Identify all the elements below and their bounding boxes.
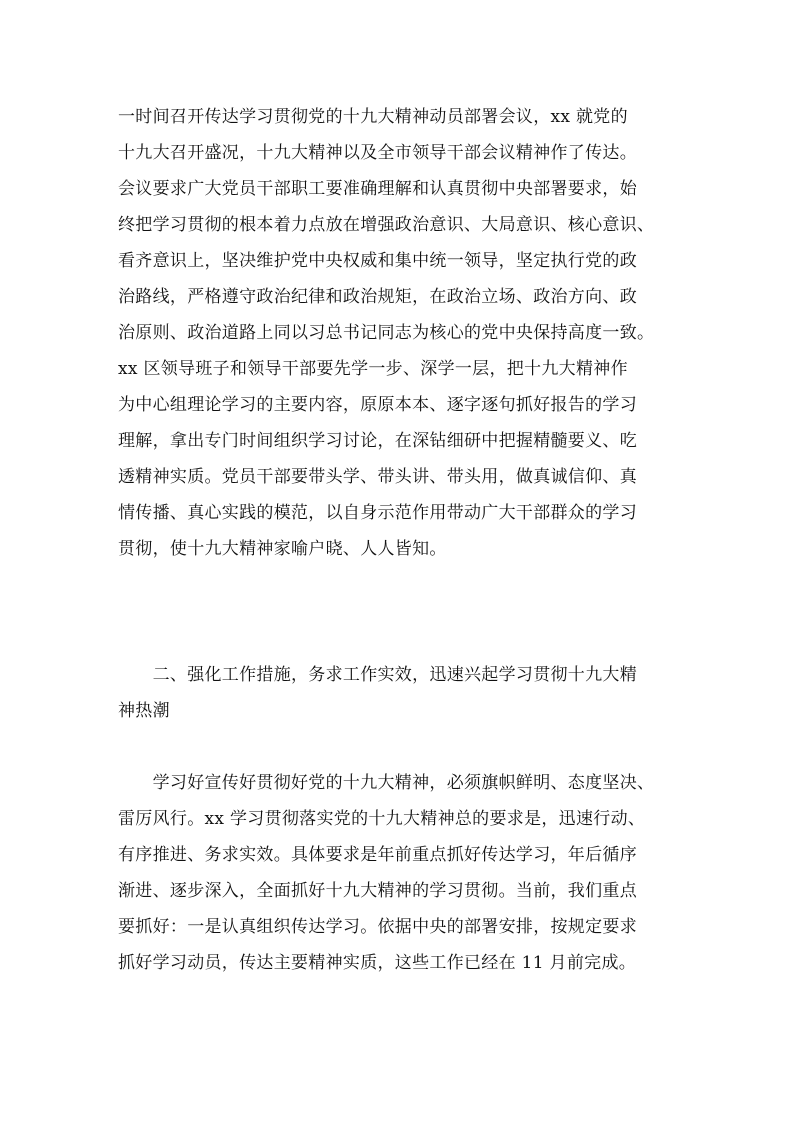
heading-line: 神热潮	[118, 701, 170, 721]
text-line: 治原则、政治道路上同以习总书记同志为核心的党中央保持高度一致。	[118, 323, 655, 343]
text-line: 理解，拿出专门时间组织学习讨论，在深钻细研中把握精髓要义、吃	[118, 431, 637, 451]
text-line: 有序推进、务求实效。具体要求是年前重点抓好传达学习，年后循序	[118, 845, 637, 865]
text-line: 十九大召开盛况，十九大精神以及全市领导干部会议精神作了传达。	[118, 143, 637, 163]
body-paragraph	[118, 99, 688, 567]
text-line: 透精神实质。党员干部要带头学、带头讲、带头用，做真诚信仰、真	[118, 467, 637, 487]
text-line: 看齐意识上，坚决维护党中央权威和集中统一领导，坚定执行党的政	[118, 251, 637, 271]
section-heading	[118, 657, 688, 729]
text-line: 雷厉风行。xx 学习贯彻落实党的十九大精神总的要求是，迅速行动、	[118, 809, 646, 829]
text-line: 情传播、真心实践的模范，以自身示范作用带动广大干部群众的学习	[118, 503, 637, 523]
heading-line: 二、强化工作措施，务求工作实效，迅速兴起学习贯彻十九大精	[118, 665, 637, 685]
text-line: 学习好宣传好贯彻好党的十九大精神，必须旗帜鲜明、态度坚决、	[118, 773, 655, 793]
text-line: 为中心组理论学习的主要内容，原原本本、逐字逐句抓好报告的学习	[118, 395, 637, 415]
text-line: xx 区领导班子和领导干部要先学一步、深学一层，把十九大精神作	[118, 359, 628, 379]
text-line: 终把学习贯彻的根本着力点放在增强政治意识、大局意识、核心意识、	[118, 215, 655, 235]
text-line: 渐进、逐步深入，全面抓好十九大精神的学习贯彻。当前，我们重点	[118, 881, 637, 901]
body-paragraph	[118, 765, 688, 981]
text-line: 要抓好：一是认真组织传达学习。依据中央的部署安排，按规定要求	[118, 917, 637, 937]
text-line: 会议要求广大党员干部职工要准确理解和认真贯彻中央部署要求，始	[118, 179, 637, 199]
text-line: 治路线，严格遵守政治纪律和政治规矩，在政治立场、政治方向、政	[118, 287, 637, 307]
text-line: 贯彻，使十九大精神家喻户晓、人人皆知。	[118, 539, 447, 559]
text-line: 一时间召开传达学习贯彻党的十九大精神动员部署会议，xx 就党的	[118, 107, 628, 127]
text-line: 抓好学习动员，传达主要精神实质，这些工作已经在 11 月前完成。	[118, 953, 637, 973]
